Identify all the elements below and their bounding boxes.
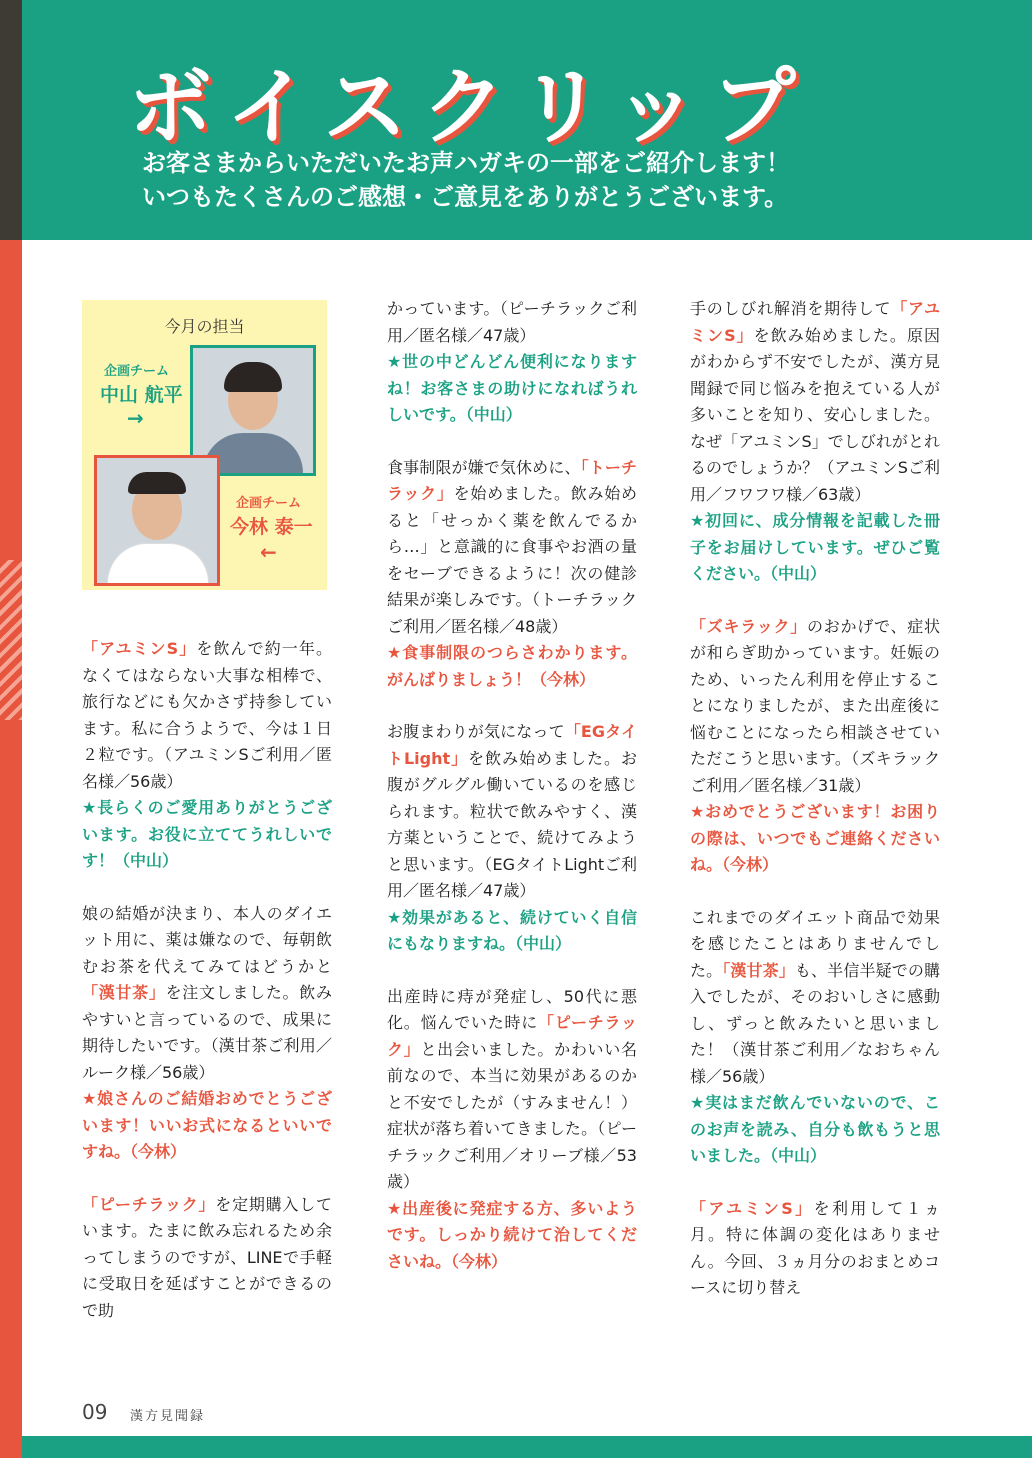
letter-text: と出会いました。かわいい名前なので、本当に効果があるのかと不安でしたが（すみません！）症状が落ち着いてきました。（ピーチラックご利用／オリーブ様／53歳） [387,1039,637,1191]
staff-1-role: 企画チーム [104,364,170,379]
staff-box-title: 今月の担当 [164,317,245,336]
product-name: 「アユミンS」 [690,299,940,345]
letter-text: 出産時に痔が発症し、50代に悪化。悩んでいた時に [387,986,637,1032]
left-edge-band-red [0,240,22,1458]
column-2 [387,296,637,1301]
letter-text: を定期購入しています。たまに飲み忘れるため余ってしまうのですが、LINEで手軽に受取日を延ばすことができるので助 [82,1194,332,1320]
left-edge-band-dark [0,0,22,240]
letter-text: を飲み始めました。お腹がグルグル働いているのを感じられます。粒状で飲みやすく、漢方薬ということで、続けてみようと思います。（EGタイトLightご利用／匿名様／47歳） [387,748,637,900]
publication-name: 漢方見聞録 [130,1409,206,1424]
product-name: 「アユミンS」 [690,1198,814,1218]
letter-text: も、半信半疑での購入でしたが、そのおいしさに感動し、ずっと飲みたいと思いました！（漢甘茶ご利用／なおちゃん様／56歳） [690,960,940,1086]
letter-entry [387,719,637,958]
page-subtitle [142,146,790,214]
staff-reply: ★初回に、成分情報を記載した冊子をお届けしています。ぜひご覧ください。（中山） [690,511,940,583]
letter-entry [690,1196,940,1302]
left-edge-stripes [0,560,22,720]
letter-entry [82,901,332,1166]
letter-text: を始めました。飲み始めると「せっかく薬を飲んでるから…」と意識的に食事やお酒の量をセーブできるように！次の健診結果が楽しみです。（トーチラックご利用／匿名様／48歳） [387,484,637,636]
letter-text: のおかげで、症状が和らぎ助かっています。妊娠のため、いったん利用を停止することになりましたが、また出産後に悩むことになったら相談させていただこうと思います。（ズキラックご利用／匿名様／31歳） [690,616,940,795]
staff-reply: ★おめでとうございます！お困りの際は、いつでもご連絡くださいね。（今林） [690,802,940,874]
staff-reply: ★食事制限のつらさわかります。がんばりましょう！（今林） [387,643,637,689]
letter-text: 娘の結婚が決まり、本人のダイエット用に、薬は嫌なので、毎朝飲むお茶を代えてみてはどうかと [82,903,332,976]
page-title: ボイスクリップ [128,58,810,156]
staff-2-photo [94,455,220,586]
letter-text: かっています。（ピーチラックご利用／匿名様／47歳） [387,299,637,345]
staff-box [82,300,327,590]
page-number: 09 [82,1400,108,1424]
staff-reply: ★効果があると、続けていく自信にもなりますね。（中山） [387,907,637,953]
subtitle-line-1: お客さまからいただいたお声ハガキの一部をご紹介します！ [142,149,790,177]
staff-reply: ★娘さんのご結婚おめでとうございます！いいお式になるといいですね。（今林） [82,1089,332,1161]
staff-2-role: 企画チーム [236,496,302,511]
letter-entry [690,614,940,879]
letter-text: 食事制限が嫌で気休めに、 [387,457,581,477]
staff-reply: ★実はまだ飲んでいないので、このお声を読み、自分も飲もうと思いました。（中山） [690,1093,940,1165]
product-name: 「ピーチラック」 [387,1013,637,1059]
product-name: 「トーチラック」 [387,457,637,503]
letter-entry [690,296,940,588]
staff-reply: ★長らくのご愛用ありがとうございます。お役に立ててうれしいです！（中山） [82,798,332,870]
letter-text: これまでのダイエット商品で効果を感じたことはありませんでした。 [690,907,940,980]
footer-bar-red [0,1436,22,1458]
staff-reply: ★世の中どんどん便利になりますね！お客さまの助けになればうれしいです。（中山） [387,352,637,424]
staff-1-arrow: → [127,406,144,430]
column-3 [690,296,940,1328]
product-name: 「アユミンS」 [82,639,197,658]
product-name: 「ピーチラック」 [82,1194,216,1214]
letter-entry [387,984,637,1276]
product-name: 「EGタイトLight」 [387,722,637,768]
letter-entry [82,1192,332,1325]
letter-entry [82,636,332,875]
staff-reply: ★出産後に発症する方、多いようです。しっかり続けて治してくださいね。（今林） [387,1198,637,1271]
letter-entry [690,905,940,1170]
letter-text: お腹まわりが気になって [387,722,565,741]
staff-2-name: 今林 泰一 [230,516,313,538]
subtitle-line-2: いつもたくさんのご感想・ご意見をありがとうございます。 [142,183,789,211]
product-name: 「漢甘茶」 [722,960,795,980]
product-name: 「漢甘茶」 [82,983,166,1002]
letter-text: を注文しました。飲みやすいと言っているので、成果に期待したいです。（漢甘茶ご利用／ルーク様／56歳） [82,983,332,1082]
footer-bar [22,1436,1032,1458]
letter-text: を飲んで約一年。なくてはならない大事な相棒で、旅行などにも欠かさず持参しています。私に合うようで、今は１日２粒です。（アユミンSご利用／匿名様／56歳） [82,639,332,791]
column-1 [82,636,332,1350]
staff-1-name: 中山 航平 [100,384,183,406]
letter-text: 手のしびれ解消を期待して [690,299,892,318]
letter-text: を飲み始めました。原因がわからず不安でしたが、漢方見聞録で同じ悩みを抱えている人が多いことを知り、安心しました。なぜ「アユミンS」でしびれがとれるのでしょうか？（アユミンSご利用／フワフワ様／63歳） [690,325,940,504]
product-name: 「ズキラック」 [690,616,807,636]
letter-entry [387,455,637,694]
letter-text: を利用して１ヵ月。特に体調の変化はありません。今回、３ヵ月分のおまとめコースに切り替え [690,1198,940,1297]
letter-entry [387,296,637,429]
staff-2-arrow: ← [260,540,277,564]
